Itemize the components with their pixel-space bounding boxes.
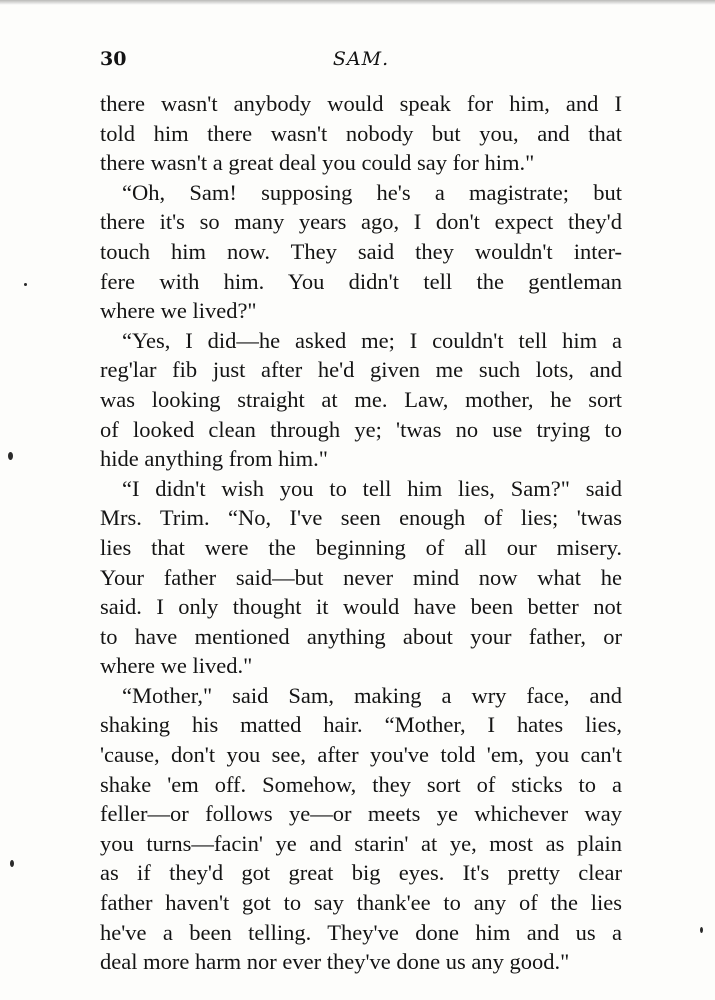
- text-line: of looked clean through ye; 'twas no use trying to: [100, 416, 622, 442]
- text-line: was looking straight at me. Law, mother, he sort: [100, 386, 622, 412]
- body-text: [100, 89, 622, 977]
- page-number: 30: [100, 48, 127, 70]
- text-line: father haven't got to say thank'ee to any of the lies: [100, 890, 622, 916]
- text-line: there it's so many years ago, I don't expect they'd: [100, 209, 622, 235]
- margin-speck: [700, 927, 703, 933]
- page-header: [100, 48, 622, 76]
- text-line: to have mentioned anything about your father, or: [100, 623, 622, 649]
- text-line: touch him now. They said they wouldn't inter-: [100, 238, 622, 264]
- text-line: said. I only thought it would have been better not: [100, 594, 622, 620]
- margin-speck: [8, 452, 13, 460]
- text-line: there wasn't anybody would speak for him, and I: [100, 91, 622, 116]
- text-line: “Oh, Sam! supposing he's a magistrate; but: [122, 179, 622, 205]
- text-line: “Yes, I did—he asked me; I couldn't tell him a: [122, 327, 622, 353]
- text-line: fere with him. You didn't tell the gentleman: [100, 268, 622, 294]
- text-line: where we lived?": [100, 298, 257, 324]
- text-line: told him there wasn't nobody but you, and that: [100, 120, 622, 146]
- text-line: hide anything from him.": [100, 446, 328, 472]
- text-line: there wasn't a great deal you could say for him.": [100, 150, 535, 176]
- text-line: you turns—facin' ye and starin' at ye, most as plain: [100, 830, 622, 856]
- text-line: feller—or follows ye—or meets ye whichever way: [100, 801, 622, 827]
- text-line: 'cause, don't you see, after you've told 'em, you can't: [100, 742, 622, 768]
- text-line: “Mother," said Sam, making a wry face, and: [122, 682, 622, 708]
- text-line: shaking his matted hair. “Mother, I hates lies,: [100, 712, 622, 738]
- text-line: “I didn't wish you to tell him lies, Sam?" said: [122, 475, 622, 501]
- text-line: Mrs. Trim. “No, I've seen enough of lies; 'twas: [100, 505, 622, 531]
- text-line: reg'lar fib just after he'd given me such lots, and: [100, 357, 622, 383]
- page-edge-shadow: [0, 0, 715, 5]
- text-line: deal more harm nor ever they've done us any good.": [100, 949, 570, 975]
- text-line: shake 'em off. Somehow, they sort of sticks to a: [100, 771, 622, 797]
- text-line: lies that were the beginning of all our misery.: [100, 534, 622, 560]
- text-line: he've a been telling. They've done him and us a: [100, 919, 622, 945]
- text-line: Your father said—but never mind now what he: [100, 564, 622, 590]
- margin-speck: [10, 860, 14, 867]
- text-line: where we lived.": [100, 653, 253, 679]
- running-head: SAM.: [332, 48, 390, 70]
- text-line: as if they'd got great big eyes. It's pretty clear: [100, 860, 622, 886]
- margin-speck: [24, 283, 27, 286]
